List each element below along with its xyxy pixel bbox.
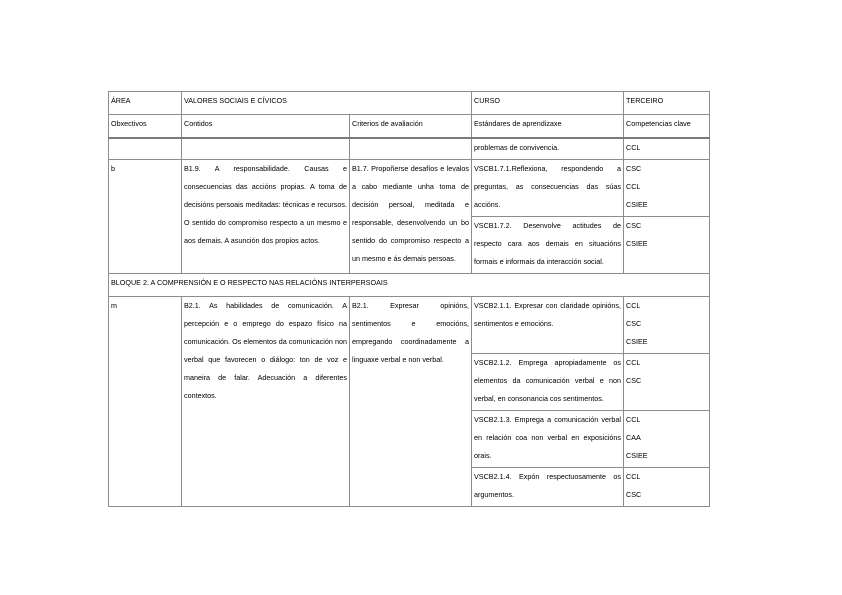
competence-code: CSC <box>626 319 642 328</box>
col-objectives: Obxectivos <box>109 115 182 139</box>
block2-standard-2-competences <box>624 354 710 411</box>
column-header-row <box>109 115 710 139</box>
block2-objective: m <box>109 297 182 507</box>
block1-criterion: B1.7. Propoñerse desafíos e levalos a cabo mediante unha toma de decisión persoal, meditada e responsable, desenvolvendo un bo sentido do compromiso respecto a un mesmo e ás demais persoas. <box>350 160 472 274</box>
competence-code: CSIEE <box>626 337 648 346</box>
competence-code: CSC <box>626 490 642 499</box>
curriculum-table <box>108 91 710 507</box>
competence-code: CSIEE <box>626 200 648 209</box>
competence-code: CSC <box>626 376 642 385</box>
block2-standard-3: VSCB2.1.3. Emprega a comunicación verbal en relación coa non verbal en exposicións orais. <box>472 411 624 468</box>
header-row <box>109 92 710 115</box>
bloque2-row <box>109 274 710 297</box>
continuation-row <box>109 138 710 160</box>
block2-criterion: B2.1. Expresar opinións, sentimentos e emocións, empregando coordinadamente a linguaxe verbal e non verbal. <box>350 297 472 507</box>
block1-standard-2-competences <box>624 217 710 274</box>
competence-code: CCL <box>626 143 641 152</box>
competence-code: CAA <box>626 433 641 442</box>
area-label: ÁREA <box>109 92 182 115</box>
curso-value: TERCEIRO <box>624 92 710 115</box>
competence-code: CSIEE <box>626 451 648 460</box>
block2-row-1 <box>109 297 710 354</box>
col-criteria: Criterios de avaliación <box>350 115 472 139</box>
competence-code: CCL <box>626 472 641 481</box>
block2-standard-4-competences <box>624 468 710 507</box>
block1-content: B1.9. A responsabilidade. Causas e consecuencias das accións propias. A toma de decisións persoais meditadas: técnicas e recursos. O sentido do compromiso respecto a un mesmo e aos demais. A asunción dos propios actos. <box>182 160 350 274</box>
block2-standard-2: VSCB2.1.2. Emprega apropiadamente os elementos da comunicación verbal e non verbal, en consonancia cos sentimentos. <box>472 354 624 411</box>
block2-standard-1-competences <box>624 297 710 354</box>
col-contents: Contidos <box>182 115 350 139</box>
competence-code: CSC <box>626 221 642 230</box>
block1-standard-2: VSCB1.7.2. Desenvolve actitudes de respecto cara aos demais en situacións formais e informais da interacción social. <box>472 217 624 274</box>
competence-code: CCL <box>626 301 641 310</box>
bloque2-title: BLOQUE 2. A COMPRENSIÓN E O RESPECTO NAS RELACIÓNS INTERPERSOAIS <box>109 274 710 297</box>
block2-standard-1: VSCB2.1.1. Expresar con claridade opinións, sentimentos e emocións. <box>472 297 624 354</box>
block1-row-1 <box>109 160 710 217</box>
competence-code: CCL <box>626 358 641 367</box>
curso-label: CURSO <box>472 92 624 115</box>
block2-standard-4: VSCB2.1.4. Expón respectuosamente os argumentos. <box>472 468 624 507</box>
col-competences: Competencias clave <box>624 115 710 139</box>
continuation-standard: problemas de convivencia. <box>472 138 624 160</box>
competence-code: CCL <box>626 415 641 424</box>
block1-standard-1-competences <box>624 160 710 217</box>
block2-standard-3-competences <box>624 411 710 468</box>
block1-objective: b <box>109 160 182 274</box>
col-standards: Estándares de aprendizaxe <box>472 115 624 139</box>
competence-code: CSC <box>626 164 642 173</box>
competence-code: CSIEE <box>626 239 648 248</box>
block2-content: B2.1. As habilidades de comunicación. A percepción e o emprego do espazo físico na comunicación. Os elementos da comunicación non verbal que favorecen o diálogo: ton de voz e maneira de falar. Adecuación a diferentes contextos. <box>182 297 350 507</box>
area-value: VALORES SOCIAIS E CÍVICOS <box>182 92 472 115</box>
block1-standard-1: VSCB1.7.1.Reflexiona, respondendo a preguntas, as consecuencias das súas accións. <box>472 160 624 217</box>
competence-code: CCL <box>626 182 641 191</box>
